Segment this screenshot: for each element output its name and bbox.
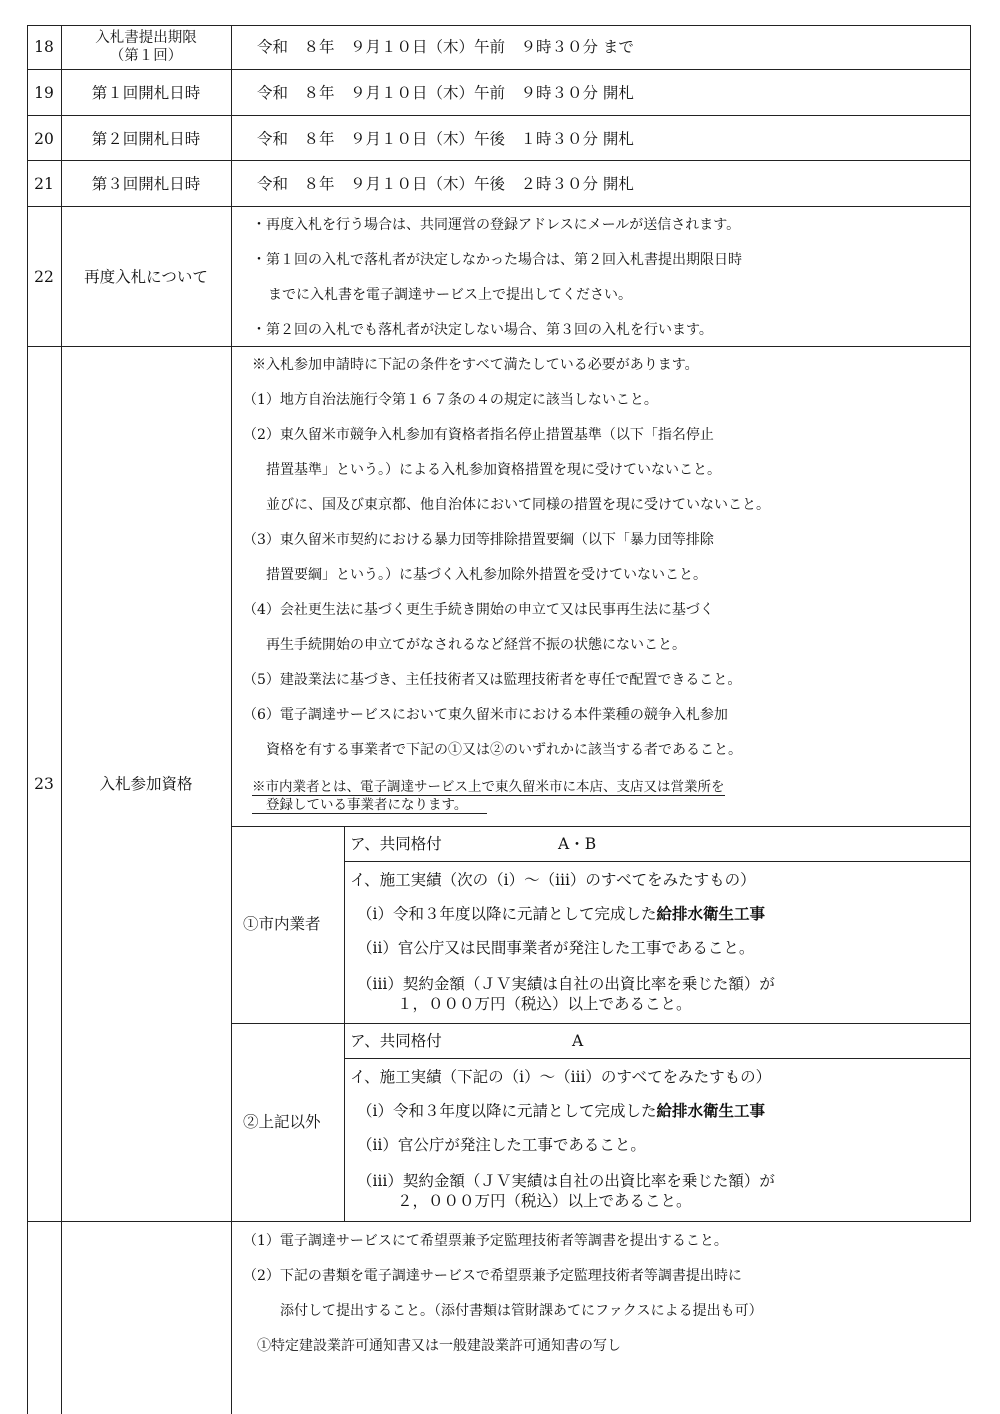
row-22-line: までに入札書を電子調達サービス上で提出してください。 (268, 287, 632, 303)
sub2-cond-iii-line2: ２，０００万円（税込）以上であること。 (397, 1192, 692, 1210)
sub1-cond-iii-line1: （ⅲ）契約金額（ＪＶ実績は自社の出資比率を乗じた額）が (357, 975, 775, 993)
table-border-item-col (231, 25, 232, 1414)
row-20-item: 第２回開札日時 (91, 130, 201, 148)
sub1-label: ①市内業者 (243, 915, 321, 933)
row-23-item: 入札参加資格 (99, 775, 193, 793)
sub1-grade-label: ア、共同格付 (350, 835, 442, 853)
row-24-line: （2）下記の書類を電子調達サービスで希望票兼予定監理技術者等調書提出時に (243, 1268, 742, 1284)
row-24-line: ①特定建設業許可通知書又は一般建設業許可通知書の写し (257, 1338, 621, 1354)
row-border-19 (27, 115, 971, 116)
sub2-cond-ii: （ⅱ）官公庁が発注した工事であること。 (357, 1136, 646, 1154)
row-22-line: ・第２回の入札でも落札者が決定しない場合、第３回の入札を行います。 (252, 322, 713, 338)
row-border-18 (27, 69, 971, 70)
sub2-grade-label: ア、共同格付 (350, 1032, 442, 1050)
subtable-border-mid (231, 1023, 971, 1024)
row-border-top (27, 25, 971, 26)
sub1-cond-ii: （ⅱ）官公庁又は民間事業者が発注した工事であること。 (357, 939, 755, 957)
sub1-cond-i (357, 905, 765, 923)
table-border-num-col (61, 25, 62, 1414)
row-22-line: ・再度入札を行う場合は、共同運営の登録アドレスにメールが送信されます。 (252, 217, 741, 233)
table-border-left (27, 25, 28, 1414)
row-23-line: 並びに、国及び東京都、他自治体において同様の措置を現に受けていないこと。 (266, 497, 770, 513)
sub1-cond-iii-line2: １，０００万円（税込）以上であること。 (397, 995, 692, 1013)
row-23-line: 資格を有する事業者で下記の①又は②のいずれかに該当する者であること。 (266, 742, 742, 758)
row-18-item-line2: （第１回） (109, 48, 183, 64)
sub2-cond-i-bold: 給排水衛生工事 (656, 1101, 765, 1120)
row-24-line: 添付して提出すること。（添付書類は管財課あてにファクスによる提出も可） (280, 1303, 763, 1319)
sub1-cond-i-bold: 給排水衛生工事 (656, 904, 765, 923)
row-23-line: （3）東久留米市契約における暴力団等排除措置要綱（以下「暴力団等排除 (243, 532, 714, 548)
row-23-line: （6）電子調達サービスにおいて東久留米市における本件業種の競争入札参加 (243, 707, 728, 723)
row-border-20 (27, 160, 971, 161)
sub1-performance: イ、施工実績（次の（ⅰ）～（ⅲ）のすべてをみたすもの） (350, 871, 756, 889)
sub2-performance: イ、施工実績（下記の（ⅰ）～（ⅲ）のすべてをみたすもの） (350, 1068, 772, 1086)
row-23-line: （1）地方自治法施行令第１６７条の４の規定に該当しないこと。 (243, 392, 658, 408)
subtable-border-grade2 (344, 1058, 971, 1059)
row-23-number: 23 (34, 775, 54, 793)
row-22-item: 再度入札について (84, 268, 208, 286)
row-22-number: 22 (34, 268, 54, 286)
row-22-line: ・第１回の入札で落札者が決定しなかった場合は、第２回入札書提出期限日時 (252, 252, 742, 268)
row-23-line: （2）東久留米市競争入札参加有資格者指名停止措置基準（以下「指名停止 (243, 427, 714, 443)
row-18-number: 18 (34, 38, 54, 56)
row-23-note-line1: ※市内業者とは、電子調達サービス上で東久留米市に本店、支店又は営業所を (252, 779, 725, 795)
row-21-item: 第３回開札日時 (91, 175, 201, 193)
sub2-grade-value: A (572, 1032, 584, 1050)
row-19-content: 令和 ８年 ９月１０日（木）午前 ９時３０分 開札 (257, 84, 634, 102)
sub1-grade-value: A・B (558, 835, 597, 853)
row-border-22 (27, 346, 971, 347)
row-border-23 (27, 1221, 971, 1222)
row-19-item: 第１回開札日時 (91, 84, 201, 102)
row-23-line: （4）会社更生法に基づく更生手続き開始の申立て又は民事再生法に基づく (243, 602, 714, 618)
table-border-right (970, 25, 971, 1221)
row-border-21 (27, 206, 971, 207)
row-20-content: 令和 ８年 ９月１０日（木）午後 １時３０分 開札 (257, 130, 634, 148)
sub2-cond-i-text: （ⅰ）令和３年度以降に元請として完成した (357, 1102, 657, 1120)
sub2-cond-iii-line1: （ⅲ）契約金額（ＪＶ実績は自社の出資比率を乗じた額）が (357, 1172, 775, 1190)
row-21-content: 令和 ８年 ９月１０日（木）午後 ２時３０分 開札 (257, 175, 634, 193)
row-23-line: 再生手続開始の申立てがなされるなど経営不振の状態にないこと。 (266, 637, 686, 653)
sub1-cond-i-text: （ⅰ）令和３年度以降に元請として完成した (357, 905, 657, 923)
sub2-label: ②上記以外 (243, 1113, 321, 1131)
row-23-line: ※入札参加申請時に下記の条件をすべて満たしている必要があります。 (252, 357, 699, 373)
row-18-item-line1: 入札書提出期限 (95, 30, 197, 46)
row-23-line: （5）建設業法に基づき、主任技術者又は監理技術者を専任で配置できること。 (243, 672, 742, 688)
row-23-line: 措置基準」という。）による入札参加資格措置を現に受けていないこと。 (266, 462, 721, 478)
row-23-note-line2: 登録している事業者になります。 (252, 797, 487, 814)
row-23-line: 措置要綱」という。）に基づく入札参加除外措置を受けていないこと。 (266, 567, 707, 583)
row-18-content: 令和 ８年 ９月１０日（木）午前 ９時３０分 まで (257, 38, 634, 56)
sub2-cond-i (357, 1102, 765, 1120)
row-20-number: 20 (34, 130, 54, 148)
subtable-border-grade1 (344, 861, 971, 862)
subtable-border-top (231, 826, 971, 827)
row-21-number: 21 (34, 175, 54, 193)
row-24-line: （1）電子調達サービスにて希望票兼予定監理技術者等調書を提出すること。 (243, 1233, 728, 1249)
row-19-number: 19 (34, 84, 54, 102)
